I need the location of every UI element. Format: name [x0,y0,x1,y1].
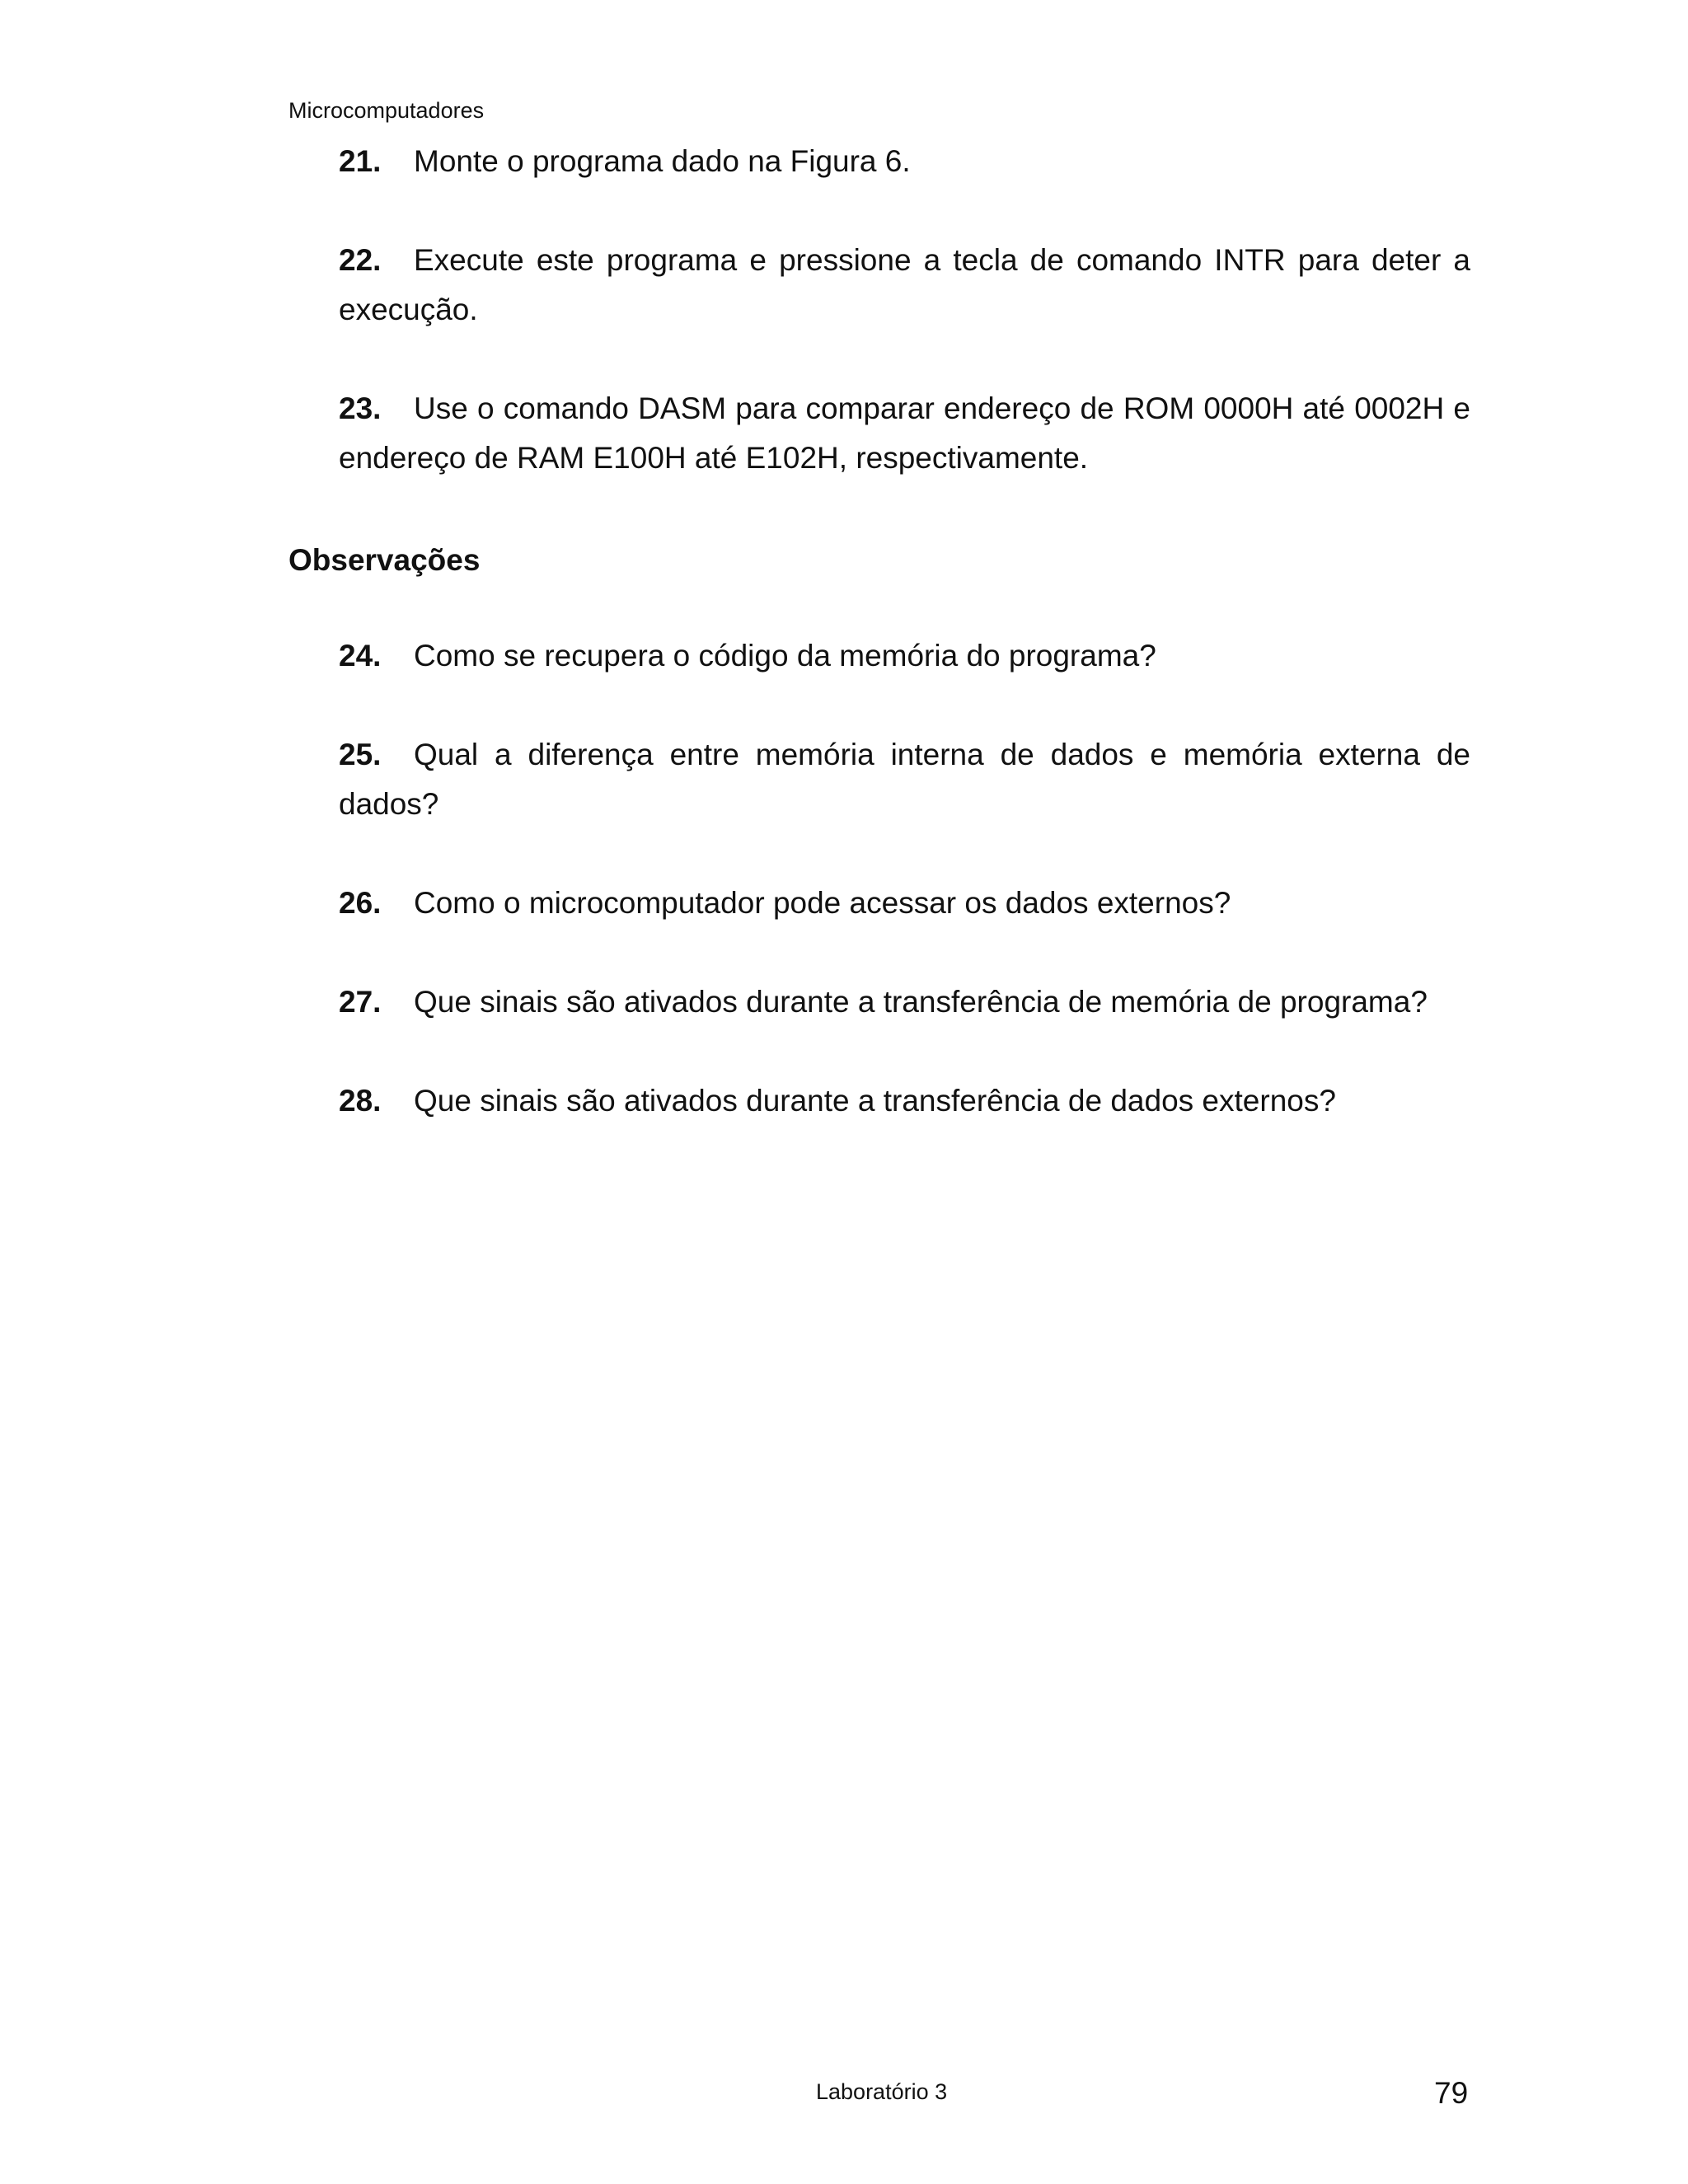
question-item-23 [339,384,1470,483]
question-number: 25. [339,738,382,771]
footer-label: Laboratório 3 [816,2079,948,2104]
section-heading-observacoes: Observações [288,543,481,577]
question-item-28 [339,1076,1470,1126]
question-number: 22. [339,243,382,277]
question-item-21 [339,137,1470,186]
question-number: 28. [339,1084,382,1118]
question-text: Que sinais são ativados durante a transferência de dados externos? [414,1084,1336,1118]
question-text: Que sinais são ativados durante a transferência de memória de programa? [414,985,1428,1019]
question-number: 24. [339,639,382,673]
running-header: Microcomputadores [288,98,485,123]
question-number: 21. [339,144,382,178]
question-number: 27. [339,985,382,1019]
question-item-22 [339,236,1470,335]
question-text: Monte o programa dado na Figura 6. [414,144,911,178]
question-text: Como se recupera o código da memória do programa? [414,639,1156,673]
question-text: Qual a diferença entre memória interna de dados e memória externa de dados? [339,738,1470,821]
question-item-27 [339,977,1470,1027]
question-item-25 [339,730,1470,829]
question-text: Execute este programa e pressione a tecla de comando INTR para deter a execução. [339,243,1470,326]
question-item-24 [339,631,1470,681]
question-number: 26. [339,886,382,920]
page-number: 79 [1434,2076,1469,2110]
question-text: Use o comando DASM para comparar endereço de ROM 0000H até 0002H e endereço de RAM E100H até E102H, respectivamente. [339,391,1470,475]
question-text: Como o microcomputador pode acessar os dados externos? [414,886,1231,920]
question-item-26 [339,879,1470,928]
question-number: 23. [339,391,382,425]
